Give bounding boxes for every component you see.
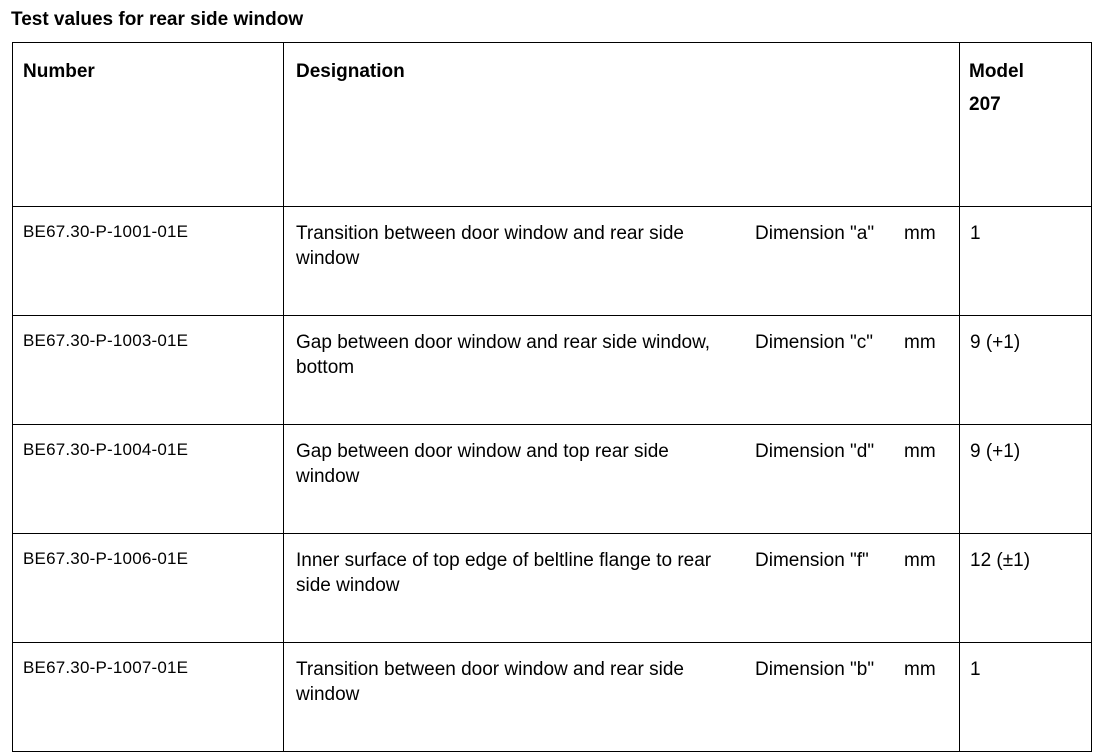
designation-text: Inner surface of top edge of beltline flange to rear side window <box>296 550 712 596</box>
cell-model-value: 1 <box>960 643 1092 752</box>
designation-text: Transition between door window and rear side window <box>296 659 684 705</box>
cell-designation <box>284 207 960 316</box>
unit-label: mm <box>904 441 936 462</box>
table-row <box>13 534 1092 643</box>
cell-designation <box>284 643 960 752</box>
cell-model-value: 9 (+1) <box>960 425 1092 534</box>
table-row <box>13 425 1092 534</box>
dimension-label: Dimension "f" <box>755 550 869 571</box>
page-title: Test values for rear side window <box>11 9 304 30</box>
designation-text: Gap between door window and rear side window, bottom <box>296 332 711 378</box>
dimension-label: Dimension "d" <box>755 441 875 462</box>
header-model-value: 207 <box>969 94 1001 115</box>
table-header-row <box>13 43 1092 207</box>
dimension-label: Dimension "b" <box>755 659 875 680</box>
cell-designation <box>284 534 960 643</box>
cell-model-value: 12 (±1) <box>960 534 1092 643</box>
cell-number: BE67.30-P-1006-01E <box>13 534 284 643</box>
cell-designation <box>284 425 960 534</box>
test-values-table <box>12 42 1092 752</box>
dimension-label: Dimension "a" <box>755 223 875 244</box>
table-row <box>13 643 1092 752</box>
table-row <box>13 207 1092 316</box>
header-model-label: Model <box>969 61 1024 82</box>
header-number-label: Number <box>23 61 95 82</box>
unit-label: mm <box>904 550 936 571</box>
unit-label: mm <box>904 332 936 353</box>
designation-text: Transition between door window and rear side window <box>296 223 684 269</box>
cell-model-value: 9 (+1) <box>960 316 1092 425</box>
table-row <box>13 316 1092 425</box>
dimension-label: Dimension "c" <box>755 332 874 353</box>
unit-label: mm <box>904 223 936 244</box>
cell-number: BE67.30-P-1007-01E <box>13 643 284 752</box>
cell-number: BE67.30-P-1004-01E <box>13 425 284 534</box>
header-designation-label: Designation <box>296 61 405 82</box>
cell-number: BE67.30-P-1003-01E <box>13 316 284 425</box>
designation-text: Gap between door window and top rear side window <box>296 441 669 487</box>
cell-model-value: 1 <box>960 207 1092 316</box>
unit-label: mm <box>904 659 936 680</box>
header-number <box>13 43 284 207</box>
cell-number: BE67.30-P-1001-01E <box>13 207 284 316</box>
header-model <box>960 43 1092 207</box>
header-designation <box>284 43 960 207</box>
cell-designation <box>284 316 960 425</box>
